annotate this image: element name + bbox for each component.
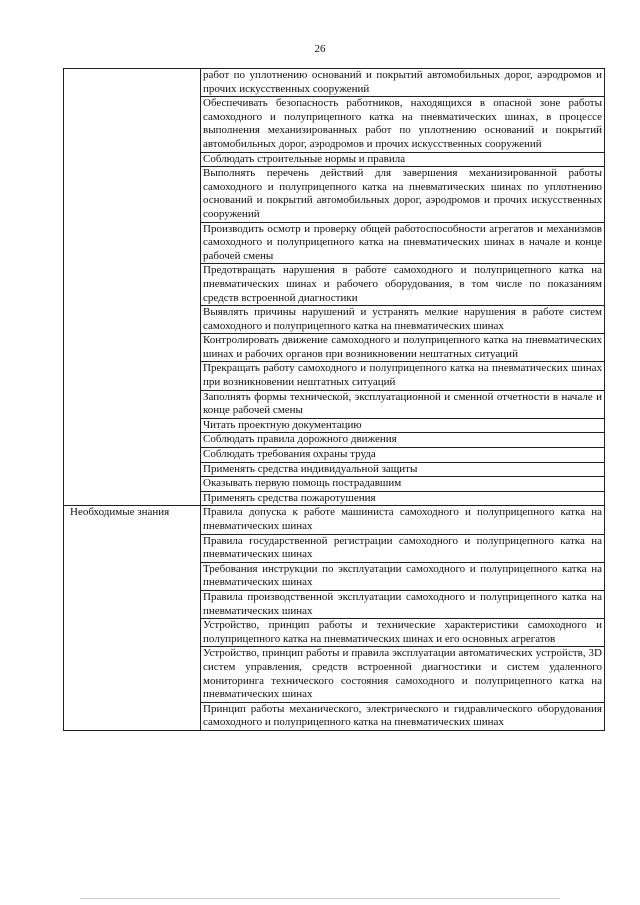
- requirement-item: Устройство, принцип работы и правила эксплуатации автоматических устройств, 3D систем управления, средств встроенной диагностики и систем удаленного мониторинга технического состояния самоходного и полуприцепного катка на пневматических шинах: [201, 647, 605, 702]
- requirement-item: Заполнять формы технической, эксплуатационной и сменной отчетности в начале и конце рабочей смены: [201, 390, 605, 418]
- requirement-item: Контролировать движение самоходного и полуприцепного катка на пневматических шинах и рабочих органов при возникновении нештатных ситуаций: [201, 334, 605, 362]
- requirement-item: работ по уплотнению оснований и покрытий автомобильных дорог, аэродромов и прочих искусственных сооружений: [201, 69, 605, 97]
- requirement-item: Применять средства индивидуальной защиты: [201, 462, 605, 477]
- requirement-item: Выявлять причины нарушений и устранять мелкие нарушения в работе систем самоходного и полуприцепного катка на пневматических шинах: [201, 306, 605, 334]
- requirement-item: Правила государственной регистрации самоходного и полуприцепного катка на пневматических шинах: [201, 534, 605, 562]
- requirement-item: Устройство, принцип работы и технические характеристики самоходного и полуприцепного катка на пневматических шинах и его основных агрегатов: [201, 619, 605, 647]
- requirement-item: Читать проектную документацию: [201, 418, 605, 433]
- requirement-item: Применять средства пожаротушения: [201, 491, 605, 506]
- page-bottom-divider: [80, 898, 560, 899]
- table-row: [64, 69, 605, 97]
- requirement-item: Обеспечивать безопасность работников, находящихся в опасной зоне работы самоходного и полуприцепного катка на пневматических шинах, в процессе выполнения механизированных работ по уплотнению оснований и покрытий автомобильных дорог, аэродромов и прочих искусственных сооружений: [201, 97, 605, 152]
- requirement-item: Соблюдать строительные нормы и правила: [201, 152, 605, 167]
- requirement-item: Принцип работы механического, электрического и гидравлического оборудования самоходного и полуприцепного катка на пневматических шинах: [201, 702, 605, 730]
- requirements-table: [63, 68, 605, 731]
- requirement-item: Прекращать работу самоходного и полуприцепного катка на пневматических шинах при возникновении нештатных ситуаций: [201, 362, 605, 390]
- requirement-item: Соблюдать требования охраны труда: [201, 448, 605, 463]
- requirement-item: Производить осмотр и проверку общей работоспособности агрегатов и механизмов самоходного и полуприцепного катка на пневматических шинах в начале и конце рабочей смены: [201, 222, 605, 264]
- requirement-item: Оказывать первую помощь пострадавшим: [201, 477, 605, 492]
- requirement-item: Выполнять перечень действий для завершения механизированной работы самоходного и полуприцепного катка на пневматических шинах по уплотнению оснований и покрытий автомобильных дорог, аэродромов и прочих искусственных сооружений: [201, 167, 605, 222]
- requirement-item: Предотвращать нарушения в работе самоходного и полуприцепного катка на пневматических шинах и рабочего оборудования, в том числе по показаниям средств встроенной диагностики: [201, 264, 605, 306]
- section-label-cell: [64, 506, 201, 731]
- table-row: [64, 506, 605, 534]
- section-label-cell: [64, 69, 201, 506]
- section-label: Необходимые знания: [70, 506, 170, 519]
- requirement-item: Правила допуска к работе машиниста самоходного и полуприцепного катка на пневматических шинах: [201, 506, 605, 534]
- requirement-item: Правила производственной эксплуатации самоходного и полуприцепного катка на пневматических шинах: [201, 590, 605, 618]
- requirement-item: Соблюдать правила дорожного движения: [201, 433, 605, 448]
- requirement-item: Требования инструкции по эксплуатации самоходного и полуприцепного катка на пневматических шинах: [201, 562, 605, 590]
- requirements-table-body: [64, 69, 605, 731]
- page-number: 26: [314, 43, 326, 55]
